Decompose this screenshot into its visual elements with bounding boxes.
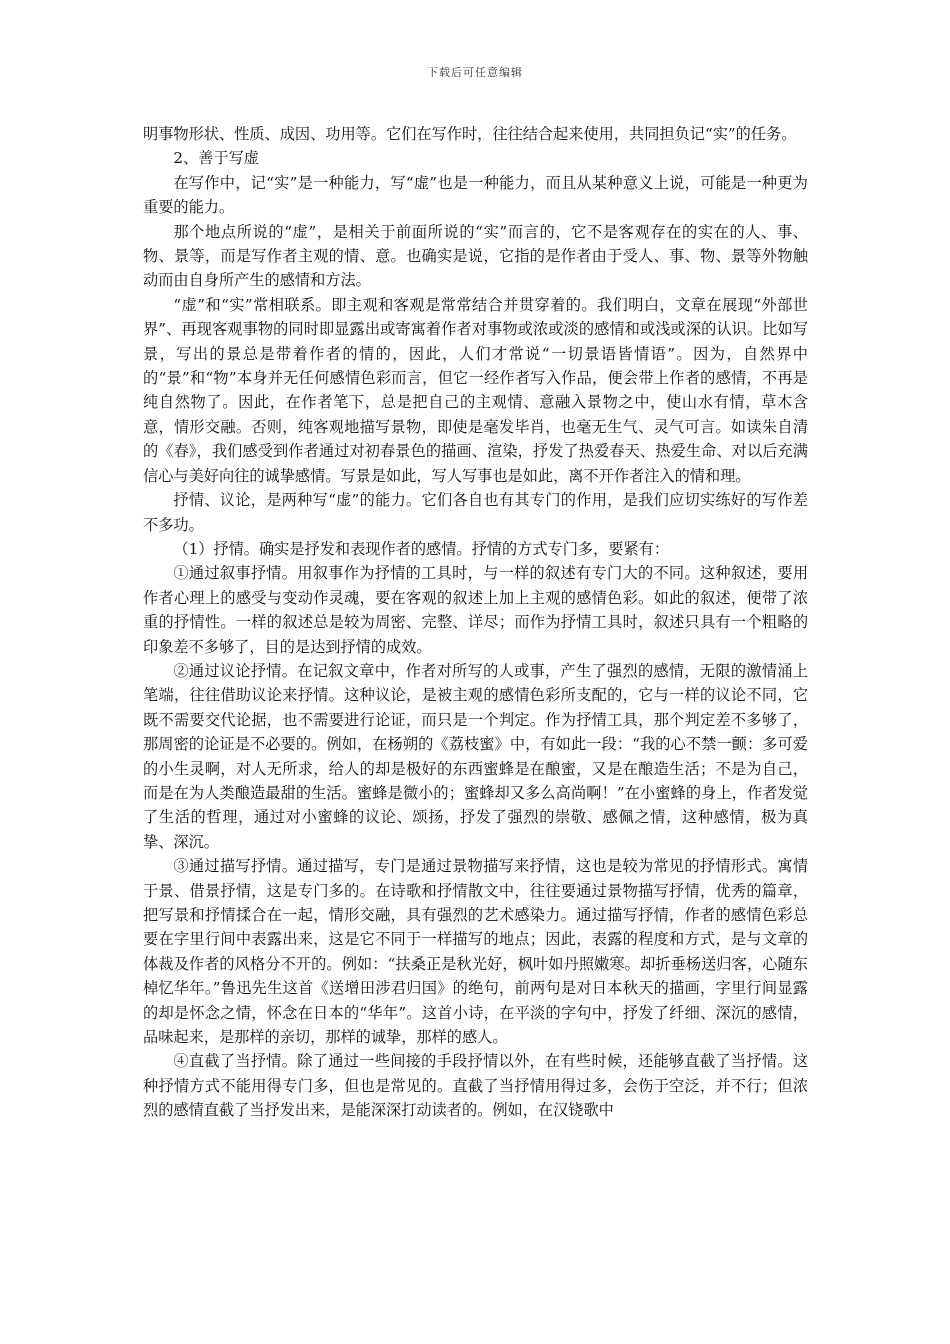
- body-paragraph: 在写作中，记“实”是一种能力，写“虚”也是一种能力，而且从某种意义上说，可能是一种更为重要的能力。: [143, 173, 808, 217]
- body-paragraph: “虚”和“实”常相联系。即主观和客观是常常结合并贯穿着的。我们明白，文章在展现“外部世界”、再现客观事物的同时即显露出或寄寓着作者对事物或浓或淡的感情和或浅或深的认识。比如写景，写出的景总是带着作者的情的，因此，人们才常说“一切景语皆情语”。因为，自然界中的“景”和“物”本身并无任何感情色彩而言，但它一经作者写入作品，便会带上作者的感情，不再是纯自然物了。因此，在作者笔下，总是把自己的主观情、意融入景物之中，使山水有情，草木含意，情形交融。否则，纯客观地描写景物，即使是毫发毕肖，也毫无生气、灵气可言。如读朱自清的《春》，我们感受到作者通过对初春景色的描画、渲染，抒发了热爱春天、热爱生命、对以后充满信心与美好向往的诚挚感情。写景是如此，写人写事也是如此，离不开作者注入的情和理。: [143, 295, 808, 485]
- body-paragraph: 抒情、议论，是两种写“虚”的能力。它们各自也有其专门的作用，是我们应切实练好的写作差不多功。: [143, 491, 808, 534]
- body-paragraph: ①通过叙事抒情。用叙事作为抒情的工具时，与一样的叙述有专门大的不同。这种叙述，要用作者心理上的感受与变动作灵魂，要在客观的叙述上加上主观的感情色彩。如此的叙述，便带了浓重的抒情性。一样的叙述总是较为周密、完整、详尽；而作为抒情工具时，叙述只具有一个粗略的印象差不多够了，目的是达到抒情的成效。: [143, 564, 808, 656]
- body-paragraph: ③通过描写抒情。通过描写，专门是通过景物描写来抒情，这也是较为常见的抒情形式。寓情于景、借景抒情，这是专门多的。在诗歌和抒情散文中，往往要通过景物描写抒情，优秀的篇章，把写景和抒情揉合在一起，情形交融，具有强烈的艺术感染力。通过描写抒情，作者的感情色彩总要在字里行间中表露出来，这是它不同于一样描写的地点；因此，表露的程度和方式，是与文章的体裁及作者的风格分不开的。例如：“扶桑正是秋光好，枫叶如丹照嫩寒。却折垂杨送归客，心随东棹忆华年。”鲁迅先生这首《送增田涉君归国》的绝句，前两句是对日本秋天的描画，字里行间显露的却是怀念之情，怀念在日本的“华年”。这首小诗，在平淡的字句中，抒发了纤细、深沉的感情，品味起来，是那样的亲切，那样的诚挚，那样的感人。: [143, 857, 808, 1047]
- body-paragraph: ④直截了当抒情。除了通过一些间接的手段抒情以外，在有些时候，还能够直截了当抒情。这种抒情方式不能用得专门多，但也是常见的。直截了当抒情用得过多，会伤于空泛，并不行；但浓烈的感情直截了当抒发出来，是能深深打动读者的。例如，在汉铙歌中: [143, 1052, 808, 1120]
- body-paragraph: ②通过议论抒情。在记叙文章中，作者对所写的人或事，产生了强烈的感情，无限的激情涌上笔端，往往借助议论来抒情。这种议论，是被主观的感情色彩所支配的，它与一样的议论不同，它既不需要交代论据，也不需要进行论证，而只是一个判定。作为抒情工具，那个判定差不多够了，那周密的论证是不必要的。例如，在杨朔的《荔枝蜜》中，有如此一段：“我的心不禁一颤：多可爱的小生灵啊，对人无所求，给人的却是极好的东西蜜蜂是在酿蜜，又是在酿造生活；不是为自己，而是在为人类酿造最甜的生活。蜜蜂是微小的；蜜蜂却又多么高尚啊！”在小蜜蜂的身上，作者发觉了生活的哲理，通过对小蜜蜂的议论、颂扬，抒发了强烈的崇敬、感佩之情，这种感情，极为真挚、深沉。: [143, 661, 808, 851]
- subsection-heading: （1）抒情。确实是抒发和表现作者的感情。抒情的方式专门多，要紧有：: [173, 539, 670, 558]
- section-heading: 2、善于写虚: [173, 149, 259, 168]
- body-paragraph: 明事物形状、性质、成因、功用等。它们在写作时，往往结合起来使用，共同担负记“实”的任务。: [143, 125, 797, 143]
- document-body: [143, 122, 808, 1123]
- page-header: 下载后可任意编辑: [427, 66, 523, 79]
- body-paragraph: 那个地点所说的“虚”，是相关于前面所说的“实”而言的，它不是客观存在的实在的人、事、物、景等，而是写作者主观的情、意。也确实是说，它指的是作者由于受人、事、物、景等外物触动而由自身所产生的感情和方法。: [143, 222, 808, 290]
